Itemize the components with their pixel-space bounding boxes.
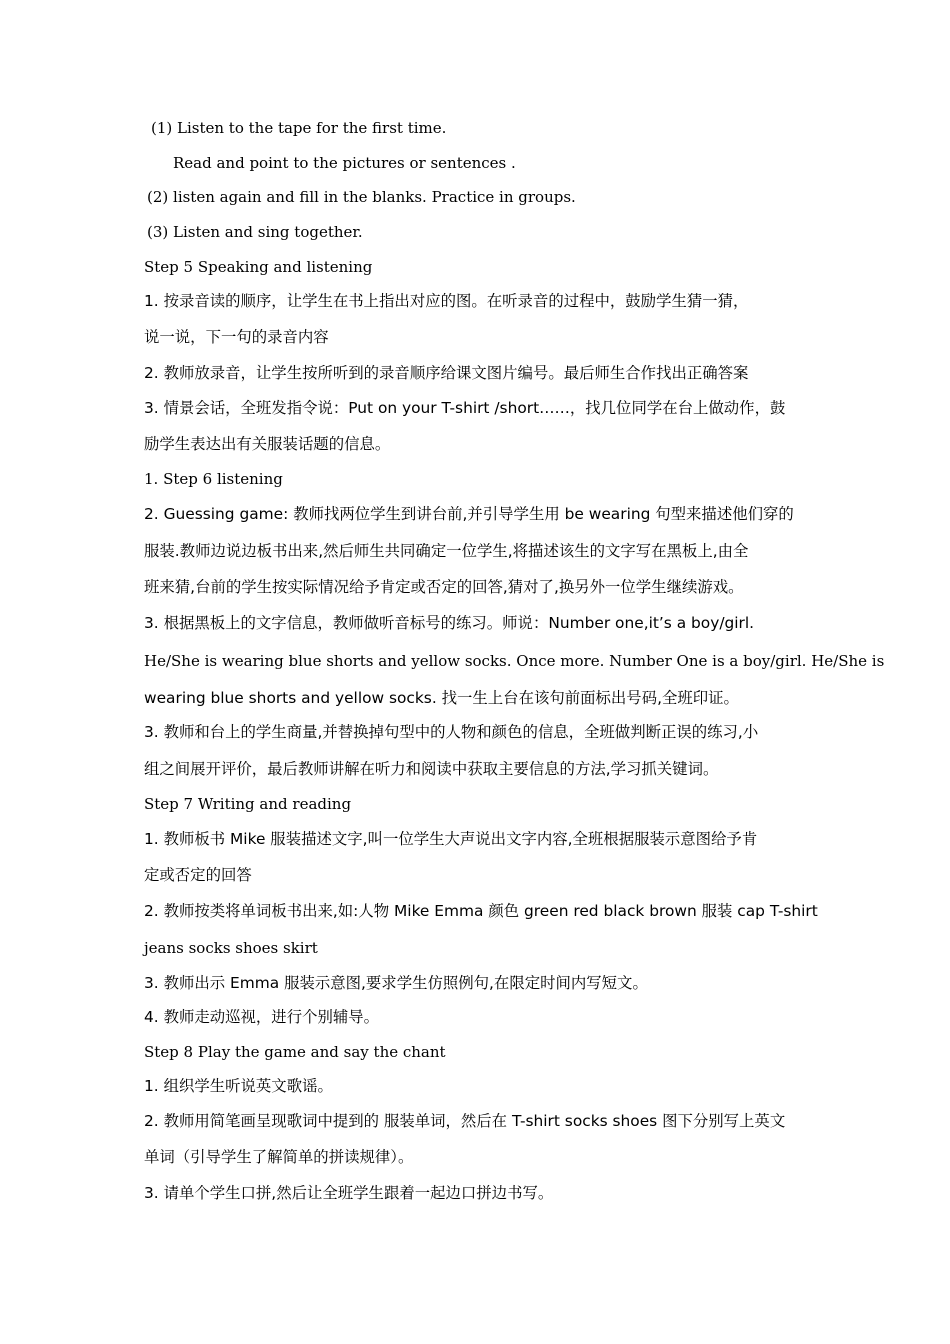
text-line-10: 励学生表达出有关服装话题的信息。 — [144, 435, 391, 453]
text-line-17: wearing blue shorts and yellow socks. 找一生上台在该句前面标出号码,全班印证。 — [144, 689, 739, 707]
step-8-heading: Step 8 Play the game and say the chant — [144, 1043, 446, 1061]
text-line-6: 1. 按录音读的顺序，让学生在书上指出对应的图。在听录音的过程中，鼓励学生猜一猜， — [144, 292, 749, 310]
text-line-2: Read and point to the pictures or sentences . — [173, 154, 516, 172]
text-line-1: (1) Listen to the tape for the first time. — [151, 119, 447, 137]
text-line-26: 4. 教师走动巡视，进行个别辅导。 — [144, 1008, 380, 1026]
text-line-21: 1. 教师板书 Mike 服装描述文字,叫一位学生大声说出文字内容,全班根据服装示意图给予肯 — [144, 830, 758, 848]
text-line-3: (2) listen again and fill in the blanks. Practice in groups. — [147, 188, 576, 206]
step-7-heading: Step 7 Writing and reading — [144, 795, 352, 813]
text-line-23: 2. 教师按类将单词板书出来,如:人物 Mike Emma 颜色 green red black brown 服装 cap T-shirt — [144, 902, 818, 920]
text-line-4: (3) Listen and sing together. — [147, 223, 363, 241]
text-line-18: 3. 教师和台上的学生商量,并替换掉句型中的人物和颜色的信息，全班做判断正误的练习,小 — [144, 723, 759, 741]
text-line-19: 组之间展开评价，最后教师讲解在听力和阅读中获取主要信息的方法,学习抓关键词。 — [144, 760, 719, 778]
text-line-29: 2. 教师用简笔画呈现歌词中提到的 服装单词，然后在 T-shirt socks shoes 图下分别写上英文 — [144, 1112, 786, 1130]
step-6-heading: 1. Step 6 listening — [144, 470, 283, 488]
text-line-12: 2. Guessing game: 教师找两位学生到讲台前,并引导学生用 be wearing 句型来描述他们穿的 — [144, 505, 794, 523]
text-line-30: 单词（引导学生了解简单的拼读规律）。 — [144, 1148, 414, 1166]
text-line-7: 说一说，下一句的录音内容 — [144, 328, 329, 346]
text-line-15: 3. 根据黑板上的文字信息，教师做听音标号的练习。师说：Number one,it’s a boy/girl. — [144, 614, 755, 632]
step-5-heading: Step 5 Speaking and listening — [144, 258, 373, 276]
text-line-13: 服装.教师边说边板书出来,然后师生共同确定一位学生,将描述该生的文字写在黑板上,由全 — [144, 542, 749, 560]
text-line-28: 1. 组织学生听说英文歌谣。 — [144, 1077, 333, 1095]
text-line-24: jeans socks shoes skirt — [144, 939, 318, 957]
text-line-31: 3. 请单个学生口拼,然后让全班学生跟着一起边口拼边书写。 — [144, 1184, 554, 1202]
text-line-8: 2. 教师放录音，让学生按所听到的录音顺序给课文图片编号。最后师生合作找出正确答案 — [144, 364, 749, 382]
text-line-16: He/She is wearing blue shorts and yellow socks. Once more. Number One is a boy/girl. He/She is — [144, 652, 885, 670]
text-line-14: 班来猜,台前的学生按实际情况给予肯定或否定的回答,猜对了,换另外一位学生继续游戏。 — [144, 578, 744, 596]
text-line-22: 定或否定的回答 — [144, 866, 252, 884]
text-line-9: 3. 情景会话，全班发指令说：Put on your T-shirt /short……，找几位同学在台上做动作，鼓 — [144, 399, 786, 417]
text-line-25: 3. 教师出示 Emma 服装示意图,要求学生仿照例句,在限定时间内写短文。 — [144, 974, 648, 992]
